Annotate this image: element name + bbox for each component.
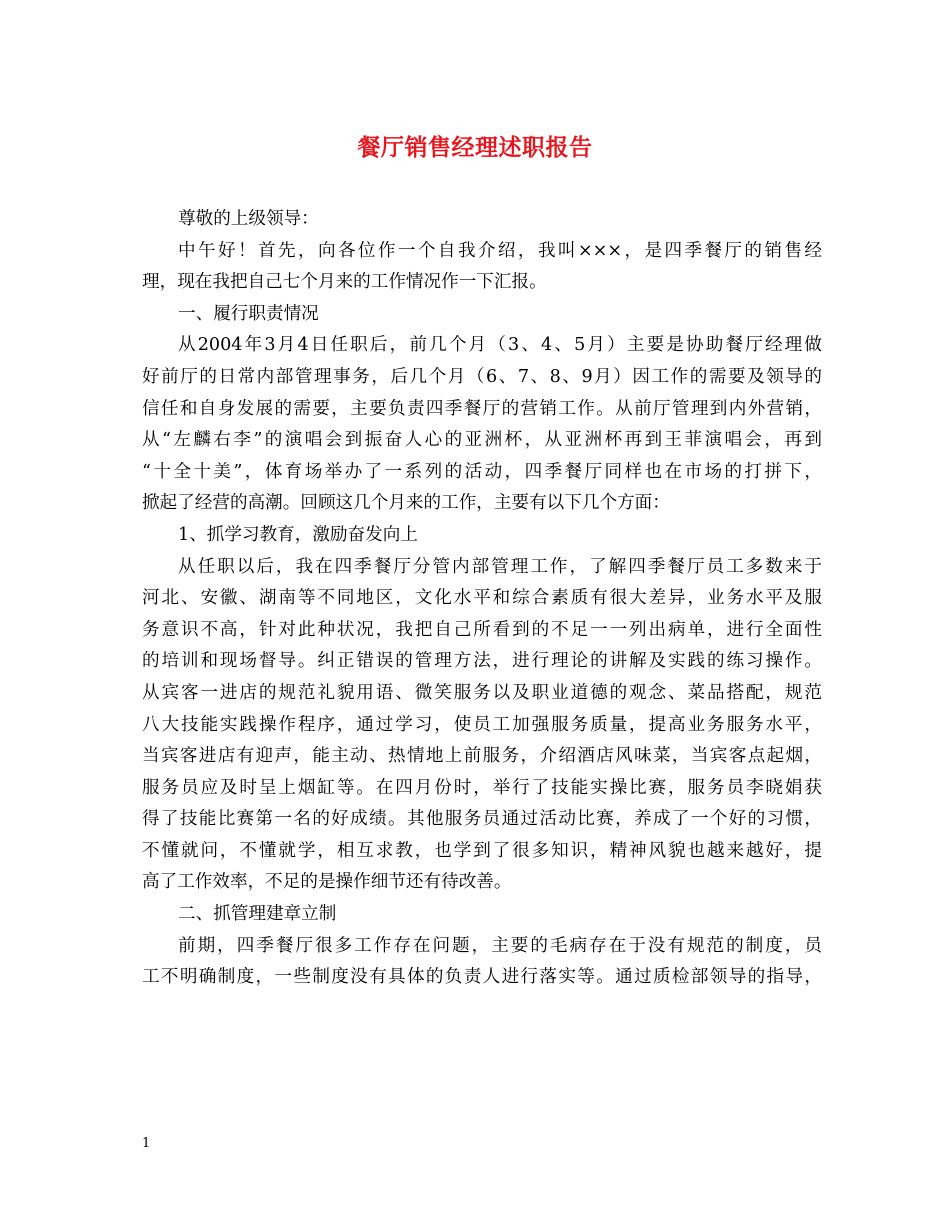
text-line: 八大技能实践操作程序，通过学习，使员工加强服务质量，提高业务服务水平， (142, 714, 822, 735)
text-line: 服务员应及时呈上烟缸等。在四月份时，举行了技能实操比赛，服务员李晓娟获 (142, 777, 822, 798)
text-line: 好前厅的日常内部管理事务，后几个月（6、7、8、9月）因工作的需要及领导的 (142, 366, 822, 387)
text-line: 高了工作效率，不足的是操作细节还有待改善。 (142, 872, 512, 893)
text-line: 的培训和现场督导。纠正错误的管理方法，进行理论的讲解及实践的练习操作。 (142, 651, 822, 672)
text-line: 从“左麟右李”的演唱会到振奋人心的亚洲杯，从亚洲杯再到王菲演唱会，再到 (142, 430, 822, 451)
text-line: 二、抓管理建章立制 (178, 904, 337, 925)
text-line: 掀起了经营的高潮。回顾这几个月来的工作，主要有以下几个方面： (142, 493, 670, 514)
text-line: 一、履行职责情况 (178, 303, 319, 324)
text-line: 前期，四季餐厅很多工作存在问题，主要的毛病存在于没有规范的制度，员 (178, 935, 822, 956)
text-line: 得了技能比赛第一名的好成绩。其他服务员通过活动比赛，养成了一个好的习惯， (142, 809, 822, 830)
text-line: 务意识不高，针对此种状况，我把自己所看到的不足一一列出病单，进行全面性 (142, 619, 822, 640)
text-line: 中午好！首先，向各位作一个自我介绍，我叫×××，是四季餐厅的销售经 (178, 240, 822, 261)
text-line: 理，现在我把自己七个月来的工作情况作一下汇报。 (142, 272, 547, 293)
text-line: “十全十美”，体育场举办了一系列的活动，四季餐厅同样也在市场的打拼下， (142, 461, 822, 482)
text-line: 不懂就问，不懂就学，相互求教，也学到了很多知识，精神风貌也越来越好，提 (142, 840, 822, 861)
text-line: 工不明确制度，一些制度没有具体的负责人进行落实等。通过质检部领导的指导， (142, 967, 822, 988)
text-line: 从任职以后，我在四季餐厅分管内部管理工作，了解四季餐厅员工多数来于 (178, 556, 822, 577)
text-line: 信任和自身发展的需要，主要负责四季餐厅的营销工作。从前厅管理到内外营销， (142, 398, 822, 419)
text-line: 尊敬的上级领导： (178, 209, 319, 229)
document-title: 餐厅销售经理述职报告 (357, 134, 593, 161)
text-line: 河北、安徽、湖南等不同地区，文化水平和综合素质有很大差异，业务水平及服 (142, 588, 822, 609)
text-line: 当宾客进店有迎声，能主动、热情地上前服务，介绍酒店风味菜，当宾客点起烟， (142, 746, 822, 767)
text-line: 从2004年3月4日任职后，前几个月（3、4、5月）主要是协助餐厅经理做 (178, 335, 822, 356)
document-body (142, 204, 822, 994)
page-number: 1 (142, 1136, 151, 1151)
text-line: 1、抓学习教育，激励奋发向上 (178, 524, 418, 545)
text-line: 从宾客一进店的规范礼貌用语、微笑服务以及职业道德的观念、菜品搭配，规范 (142, 682, 822, 703)
